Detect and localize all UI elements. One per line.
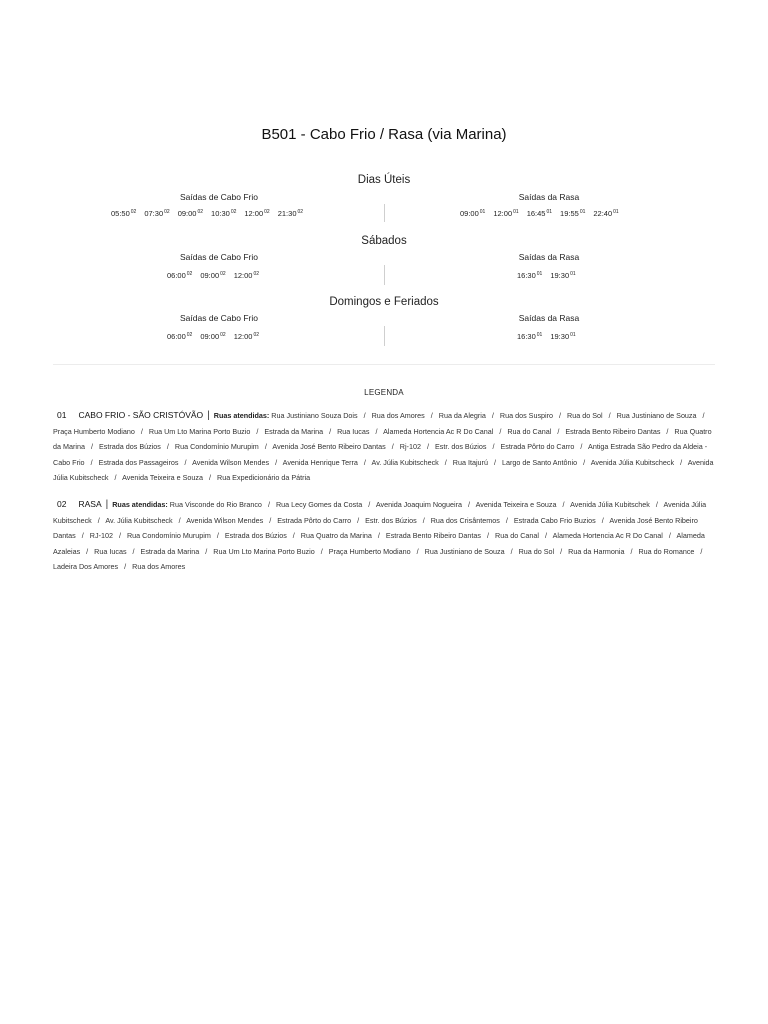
- route-02: [53, 497, 715, 575]
- street-name: Avenida Júlia Kubitscheck: [53, 500, 707, 525]
- route-ref: 02: [230, 209, 237, 215]
- route-ref: 01: [570, 332, 576, 338]
- departure-time: $16:30^{01}$: [517, 332, 543, 341]
- street-name: Rua da Alegria: [438, 411, 486, 420]
- street-separator: /: [444, 457, 447, 467]
- street-name: Estrada Cabo Frio Buzios: [513, 515, 596, 525]
- street-separator: /: [560, 546, 563, 556]
- weekdays-section: [0, 174, 768, 218]
- street-name: Estrada Pôrto do Carro: [277, 515, 352, 525]
- route-ref: 02: [220, 271, 226, 277]
- sundays-section: [0, 296, 768, 341]
- route-ref: 02: [220, 332, 226, 338]
- street-separator: /: [275, 457, 278, 467]
- street-separator: /: [363, 457, 366, 467]
- route-ref: 02: [264, 209, 270, 215]
- saturdays-left-head: Saídas de Cabo Frio: [180, 252, 258, 262]
- departure-time: $16:45^{01}$: [526, 209, 553, 218]
- street-separator: /: [468, 500, 471, 509]
- street-separator: /: [329, 426, 332, 436]
- street-separator: /: [368, 500, 371, 509]
- street-separator: /: [559, 411, 562, 420]
- street-separator: /: [430, 411, 433, 420]
- legend-title: LEGENDA: [364, 388, 404, 397]
- street-name: Praça Humberto Modiano: [53, 426, 135, 436]
- street-name: Rua Iucas: [337, 426, 370, 436]
- street-name: Avenida Júlia Kubitscheck: [53, 457, 714, 483]
- street-name: Estr. dos Búzios: [434, 442, 487, 452]
- street-separator: /: [86, 546, 89, 556]
- departure-time: $12:00^{01}$: [493, 209, 519, 218]
- street-name: Rua Justiniano Souza Dois: [271, 411, 358, 420]
- sundays-left-head: Saídas de Cabo Frio: [180, 313, 258, 323]
- street-separator: /: [264, 442, 267, 452]
- street-name: Ladeira Dos Amores: [53, 562, 119, 572]
- street-name: Av. Júlia Kubitscheck: [105, 515, 173, 525]
- street-separator: /: [493, 457, 496, 467]
- street-separator: /: [680, 457, 683, 467]
- street-name: Rua do Canal: [507, 426, 552, 436]
- departure-time: $05:50^{02}$: [111, 209, 137, 218]
- route-separator: |: [105, 499, 109, 510]
- street-name: Avenida Wilson Mendes: [192, 457, 270, 467]
- street-name: Rua Iucas: [94, 546, 127, 556]
- street-name: Rua Expedicionário da Pátria: [217, 473, 311, 483]
- street-name: Avenida Joaquim Nogueira: [375, 500, 463, 509]
- street-name: Rua Um Lto Marina Porto Buzio: [213, 546, 315, 556]
- departure-time: $19:30^{01}$: [550, 332, 576, 341]
- street-name: Estrada da Marina: [264, 426, 324, 436]
- departure-time: $12:00^{02}$: [233, 271, 260, 280]
- legend-separator: [53, 364, 715, 365]
- street-separator: /: [118, 531, 121, 541]
- street-separator: /: [557, 426, 560, 436]
- street-name: Rua do Canal: [495, 531, 539, 541]
- page-title: B501 - Cabo Frio / Rasa (via Marina): [261, 126, 507, 143]
- weekdays-divider: [384, 204, 385, 222]
- street-separator: /: [81, 531, 84, 541]
- route-ref: 02: [164, 209, 170, 215]
- route-name: RASA: [78, 499, 102, 509]
- street-name: Praça Humberto Modiano: [328, 546, 411, 556]
- street-separator: /: [491, 411, 494, 420]
- weekdays-left-head: Saídas de Cabo Frio: [180, 192, 258, 202]
- street-name: Rua dos Amores: [132, 562, 186, 572]
- saturdays-divider: [384, 265, 385, 285]
- departure-time: $22:40^{01}$: [593, 209, 619, 218]
- street-name: Estrada dos Búzios: [98, 442, 161, 452]
- street-separator: /: [178, 515, 181, 525]
- street-separator: /: [702, 411, 705, 420]
- route-ref: 01: [513, 209, 519, 215]
- street-separator: /: [655, 500, 658, 509]
- street-separator: /: [666, 426, 669, 436]
- street-name: Largo de Santo Antônio: [501, 457, 578, 467]
- street-separator: /: [114, 473, 117, 483]
- route-ref: 01: [536, 271, 543, 277]
- route-name: CABO FRIO - SÃO CRISTÓVÃO: [78, 410, 204, 420]
- weekdays-right-times: [460, 209, 627, 218]
- street-separator: /: [205, 546, 208, 556]
- street-name: Rua Quatro da Marina: [53, 426, 712, 452]
- street-name: Rua Justiniano de Souza: [616, 411, 697, 420]
- route-ref: 02: [253, 332, 260, 338]
- departure-time: $16:30^{01}$: [517, 271, 543, 280]
- street-separator: /: [209, 473, 211, 483]
- street-separator: /: [499, 426, 502, 436]
- street-name: Rua Justiniano de Souza: [424, 546, 505, 556]
- street-separator: /: [608, 411, 611, 420]
- street-separator: /: [267, 500, 270, 509]
- route-ref: 02: [197, 209, 204, 215]
- route-ref: 01: [613, 209, 619, 215]
- street-separator: /: [90, 442, 93, 452]
- sundays-title: Domingos e Feriados: [329, 296, 439, 308]
- street-separator: /: [492, 442, 495, 452]
- departure-time: $06:00^{02}$: [167, 271, 193, 280]
- street-separator: /: [668, 531, 671, 541]
- street-name: Rua dos Crisântemos: [430, 515, 500, 525]
- street-separator: /: [391, 442, 394, 452]
- departure-time: $10:30^{02}$: [211, 209, 237, 218]
- street-name: Rua Itajurú: [452, 457, 488, 467]
- sundays-divider: [384, 326, 385, 346]
- street-separator: /: [375, 426, 378, 436]
- street-name: Avenida Wilson Mendes: [186, 515, 264, 525]
- departure-time: $12:00^{02}$: [244, 209, 270, 218]
- street-separator: /: [363, 411, 366, 420]
- sundays-left-times: [167, 332, 267, 341]
- street-name: Alameda Hortencia Ac R Do Canal: [552, 531, 663, 541]
- street-name: Avenida Henrique Terra: [282, 457, 358, 467]
- saturdays-right-head: Saídas da Rasa: [518, 252, 580, 262]
- departure-time: $09:00^{02}$: [200, 332, 226, 341]
- weekdays-left-times: [111, 209, 311, 218]
- street-name: Av. Júlia Kubitscheck: [371, 457, 439, 467]
- street-separator: /: [426, 442, 429, 452]
- route-ref: 02: [297, 209, 304, 215]
- street-separator: /: [184, 457, 187, 467]
- weekdays-right-head: Saídas da Rasa: [518, 192, 580, 202]
- saturdays-right-times: [517, 271, 584, 280]
- street-separator: /: [256, 426, 259, 436]
- street-name: RJ-102: [89, 531, 113, 541]
- sundays-right-times: [517, 332, 584, 341]
- streets-label: Ruas atendidas:: [112, 500, 168, 509]
- street-separator: /: [505, 515, 508, 525]
- street-separator: /: [132, 546, 135, 556]
- route-ref: 01: [479, 209, 486, 215]
- street-name: Rua do Sol: [518, 546, 555, 556]
- route-ref: 01: [579, 209, 586, 215]
- departure-time: $19:55^{01}$: [560, 209, 586, 218]
- departure-time: $12:00^{02}$: [233, 332, 260, 341]
- street-separator: /: [124, 562, 127, 572]
- street-separator: /: [269, 515, 272, 525]
- street-separator: /: [700, 546, 703, 556]
- departure-time: $21:30^{02}$: [277, 209, 304, 218]
- route-ref: 01: [536, 332, 543, 338]
- route-ref: 02: [186, 271, 193, 277]
- street-separator: /: [630, 546, 633, 556]
- route-ref: 02: [130, 209, 137, 215]
- departure-time: $19:30^{01}$: [550, 271, 576, 280]
- street-name: Avenida Júlia Kubitscheck: [590, 457, 675, 467]
- street-name: Avenida José Bento Ribeiro Dantas: [53, 515, 698, 541]
- streets-label: Ruas atendidas:: [213, 411, 270, 420]
- street-name: Estr. dos Búzios: [365, 515, 417, 525]
- street-name: Rua do Romance: [638, 546, 695, 556]
- street-name: Rua Visconde do Rio Branco: [169, 500, 262, 509]
- route-ref: 02: [186, 332, 193, 338]
- street-separator: /: [292, 531, 295, 541]
- street-name: Alameda Hortencia Ac R Do Canal: [383, 426, 494, 436]
- street-name: Avenida Teixeira e Souza: [475, 500, 557, 509]
- street-separator: /: [90, 457, 93, 467]
- route-number: 01: [57, 410, 67, 420]
- street-name: Rua Um Lto Marina Porto Buzio: [148, 426, 251, 436]
- saturdays-section: [0, 235, 768, 280]
- street-separator: /: [562, 500, 565, 509]
- sundays-right-head: Saídas da Rasa: [518, 313, 580, 323]
- street-name: Estrada Bento Ribeiro Dantas: [565, 426, 661, 436]
- street-name: Antiga Estrada São Pedro da Aldeia - Cabo Frio: [53, 442, 708, 467]
- weekdays-title: Dias Úteis: [357, 174, 411, 186]
- street-name: Rua Quatro da Marina: [300, 531, 372, 541]
- street-separator: /: [216, 531, 219, 541]
- street-name: Rua do Sol: [567, 411, 603, 420]
- street-name: Rua dos Amores: [371, 411, 425, 420]
- route-01: [53, 408, 715, 486]
- street-name: Avenida Teixeira e Souza: [122, 473, 203, 483]
- street-separator: /: [416, 546, 419, 556]
- street-name: Rua Condomínio Murupim: [174, 442, 259, 452]
- departure-time: $06:00^{02}$: [167, 332, 193, 341]
- street-name: Rua dos Suspiro: [499, 411, 554, 420]
- street-name: Estrada dos Búzios: [224, 531, 287, 541]
- departure-time: $07:30^{02}$: [144, 209, 170, 218]
- route-ref: 02: [253, 271, 260, 277]
- street-separator: /: [140, 426, 143, 436]
- departure-time: $09:00^{01}$: [460, 209, 486, 218]
- street-separator: /: [422, 515, 425, 525]
- street-separator: /: [601, 515, 604, 525]
- route-ref: 01: [546, 209, 553, 215]
- route-separator: |: [207, 410, 210, 421]
- street-name: Alameda Azaleias: [53, 531, 705, 556]
- street-separator: /: [544, 531, 547, 541]
- street-name: Avenida José Bento Ribeiro Dantas: [272, 442, 386, 452]
- street-name: Estrada dos Passageiros: [98, 457, 179, 467]
- street-separator: /: [583, 457, 586, 467]
- departure-time: $09:00^{02}$: [200, 271, 226, 280]
- street-separator: /: [357, 515, 360, 525]
- route-ref: 01: [570, 271, 576, 277]
- street-name: Rua Condomínio Murupim: [126, 531, 211, 541]
- saturdays-left-times: [167, 271, 267, 280]
- route-number: 02: [57, 499, 67, 509]
- street-separator: /: [97, 515, 100, 525]
- street-name: Avenida Júlia Kubitschek: [570, 500, 650, 509]
- street-separator: /: [320, 546, 323, 556]
- street-name: Estrada Pôrto do Carro: [500, 442, 575, 452]
- street-name: Estrada Bento Ribeiro Dantas: [385, 531, 482, 541]
- street-separator: /: [377, 531, 380, 541]
- street-name: Rua Lecy Gomes da Costa: [275, 500, 363, 509]
- street-separator: /: [166, 442, 169, 452]
- street-separator: /: [580, 442, 583, 452]
- street-name: Estrada da Marina: [140, 546, 200, 556]
- street-name: Rua da Harmonia: [568, 546, 625, 556]
- saturdays-title: Sábados: [361, 235, 407, 247]
- departure-time: $09:00^{02}$: [177, 209, 204, 218]
- street-separator: /: [487, 531, 490, 541]
- street-name: Rj-102: [399, 442, 421, 452]
- street-separator: /: [510, 546, 513, 556]
